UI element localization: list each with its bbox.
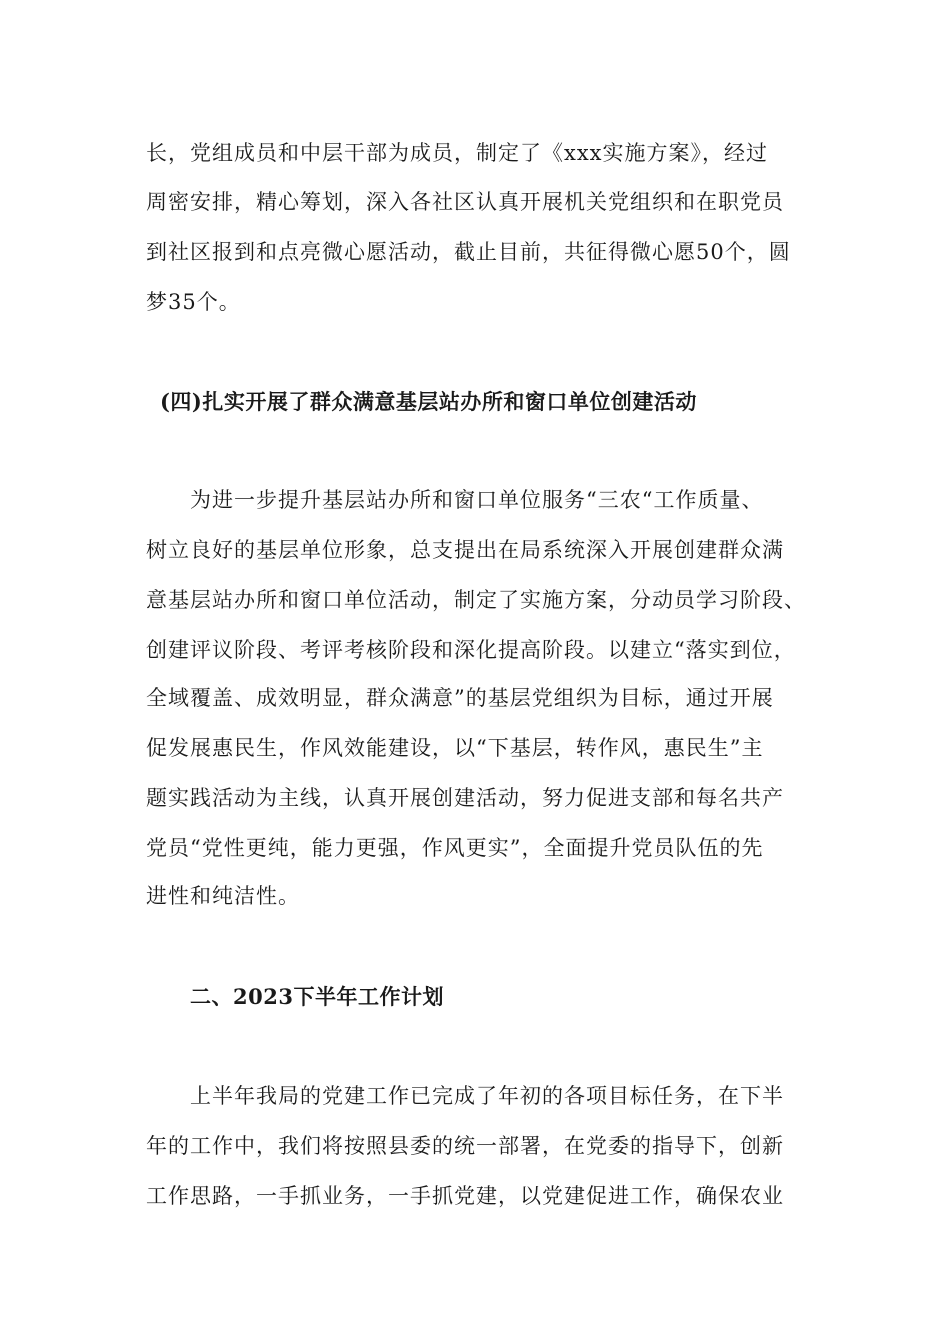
paragraph-line: 促发展惠民生，作风效能建设，以“下基层，转作风，惠民生”主 — [146, 736, 764, 760]
paragraph-line: 创建评议阶段、考评考核阶段和深化提高阶段。以建立“落实到位， — [146, 638, 796, 662]
paragraph-line: 为进一步提升基层站办所和窗口单位服务“三农“工作质量、 — [190, 488, 764, 512]
section-heading: 二、2023下半年工作计划 — [190, 984, 444, 1009]
paragraph-line: 周密安排，精心筹划，深入各社区认真开展机关党组织和在职党员 — [146, 190, 784, 214]
paragraph-line: 进性和纯洁性。 — [146, 884, 300, 908]
paragraph-line: 意基层站办所和窗口单位活动，制定了实施方案，分动员学习阶段、 — [146, 588, 806, 612]
paragraph-line: 题实践活动为主线，认真开展创建活动，努力促进支部和每名共产 — [146, 786, 784, 810]
paragraph-line: 全域覆盖、成效明显，群众满意”的基层党组织为目标，通过开展 — [146, 686, 774, 710]
paragraph-line: 工作思路，一手抓业务，一手抓党建，以党建促进工作，确保农业 — [146, 1184, 784, 1208]
paragraph-line: 年的工作中，我们将按照县委的统一部署，在党委的指导下，创新 — [146, 1134, 784, 1158]
paragraph-line: 上半年我局的党建工作已完成了年初的各项目标任务，在下半 — [190, 1084, 784, 1108]
paragraph-line: 党员“党性更纯，能力更强，作风更实”，全面提升党员队伍的先 — [146, 836, 764, 860]
subsection-heading: (四)扎实开展了群众满意基层站办所和窗口单位创建活动 — [160, 389, 697, 414]
paragraph-line: 到社区报到和点亮微心愿活动，截止目前，共征得微心愿50个，圆 — [146, 240, 791, 264]
paragraph-line: 长，党组成员和中层干部为成员，制定了《xxx实施方案》，经过 — [146, 141, 769, 165]
paragraph-line: 树立良好的基层单位形象，总支提出在局系统深入开展创建群众满 — [146, 538, 784, 562]
paragraph-line: 梦35个。 — [146, 290, 241, 314]
